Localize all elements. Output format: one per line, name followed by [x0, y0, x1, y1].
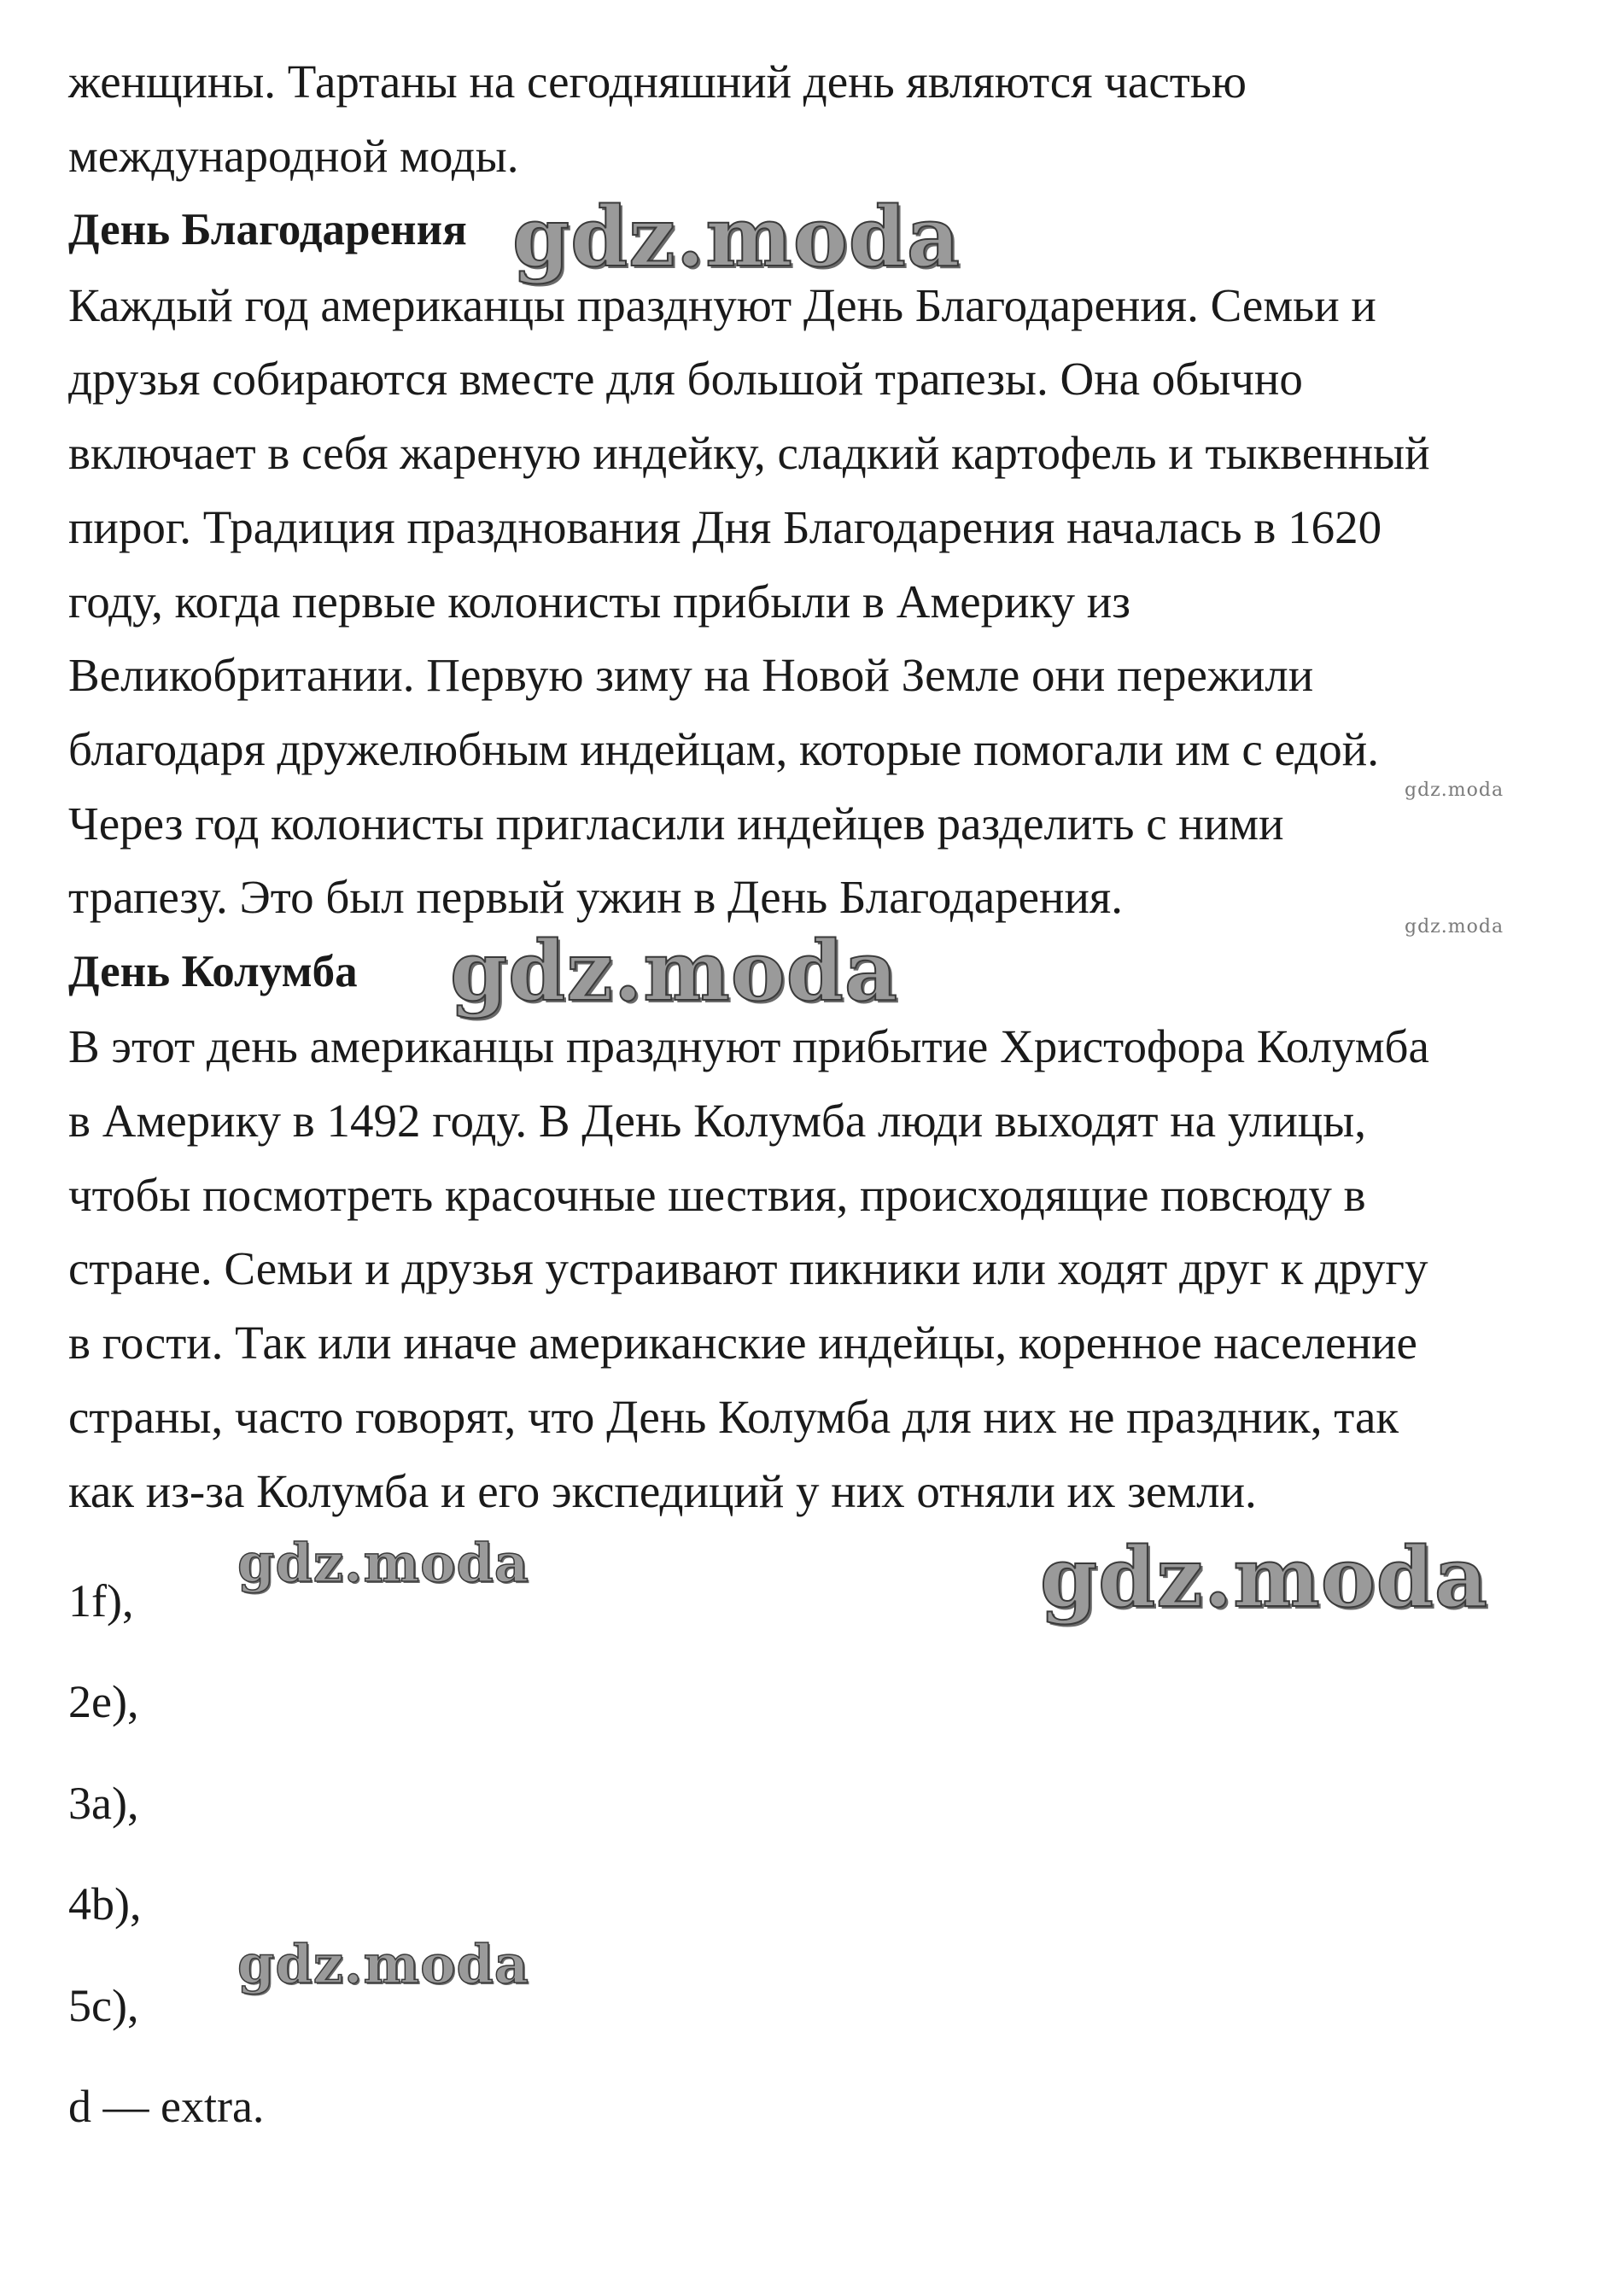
answer-3: 3a),: [68, 1778, 139, 1829]
thanksgiving-line-5: году, когда первые колонисты прибыли в Америку из: [68, 575, 1130, 628]
thanksgiving-line-4: пирог. Традиция празднования Дня Благодарения началась в 1620: [68, 501, 1382, 553]
intro-line-2: международной моды.: [68, 130, 519, 182]
watermark-logo: gdz.moda: [1405, 916, 1504, 937]
answer-5: 5c),: [68, 1980, 139, 2031]
columbus-line-1: В этот день американцы празднуют прибытие Христофора Колумба: [68, 1020, 1429, 1072]
answer-1: 1f),: [68, 1575, 134, 1627]
columbus-line-4: стране. Семьи и друзья устраивают пикники или ходят друг к другу: [68, 1242, 1428, 1294]
thanksgiving-line-2: друзья собираются вместе для большой трапезы. Она обычно: [68, 353, 1303, 405]
thanksgiving-line-8: Через год колонисты пригласили индейцев разделить с ними: [68, 797, 1284, 850]
watermark-logo: gdz.moda: [512, 189, 961, 285]
thanksgiving-line-3: включает в себя жареную индейку, сладкий картофель и тыквенный: [68, 427, 1430, 479]
watermark-logo: gdz.moda: [237, 1933, 529, 1995]
intro-line-1: женщины. Тартаны на сегодняшний день являются частью: [68, 55, 1247, 108]
columbus-heading: День Колумба: [68, 947, 358, 996]
columbus-line-7: как из-за Колумба и его экспедиций у них отняли их земли.: [68, 1465, 1257, 1517]
thanksgiving-line-7: благодаря дружелюбным индейцам, которые помогали им с едой.: [68, 723, 1379, 775]
thanksgiving-line-9: трапезу. Это был первый ужин в День Благодарения.: [68, 871, 1123, 923]
watermark-logo: gdz.moda: [237, 1532, 529, 1594]
watermark-logo: gdz.moda: [1405, 780, 1504, 801]
columbus-line-5: в гости. Так или иначе американские индейцы, коренное население: [68, 1317, 1417, 1369]
columbus-line-6: страны, часто говорят, что День Колумба для них не праздник, так: [68, 1391, 1399, 1443]
answer-2: 2e),: [68, 1676, 139, 1727]
columbus-line-2: в Америку в 1492 году. В День Колумба люди выходят на улицы,: [68, 1095, 1366, 1147]
answer-4: 4b),: [68, 1878, 142, 1930]
answer-extra: d — extra.: [68, 2081, 265, 2132]
columbus-line-3: чтобы посмотреть красочные шествия, происходящие повсюду в: [68, 1169, 1366, 1221]
thanksgiving-line-6: Великобритании. Первую зиму на Новой Земле они пережили: [68, 649, 1314, 701]
watermark-logo: gdz.moda: [450, 923, 899, 1019]
thanksgiving-line-1: Каждый год американцы празднуют День Благодарения. Семьи и: [68, 279, 1376, 331]
thanksgiving-heading: День Благодарения: [68, 205, 467, 254]
watermark-logo: gdz.moda: [1040, 1529, 1489, 1626]
